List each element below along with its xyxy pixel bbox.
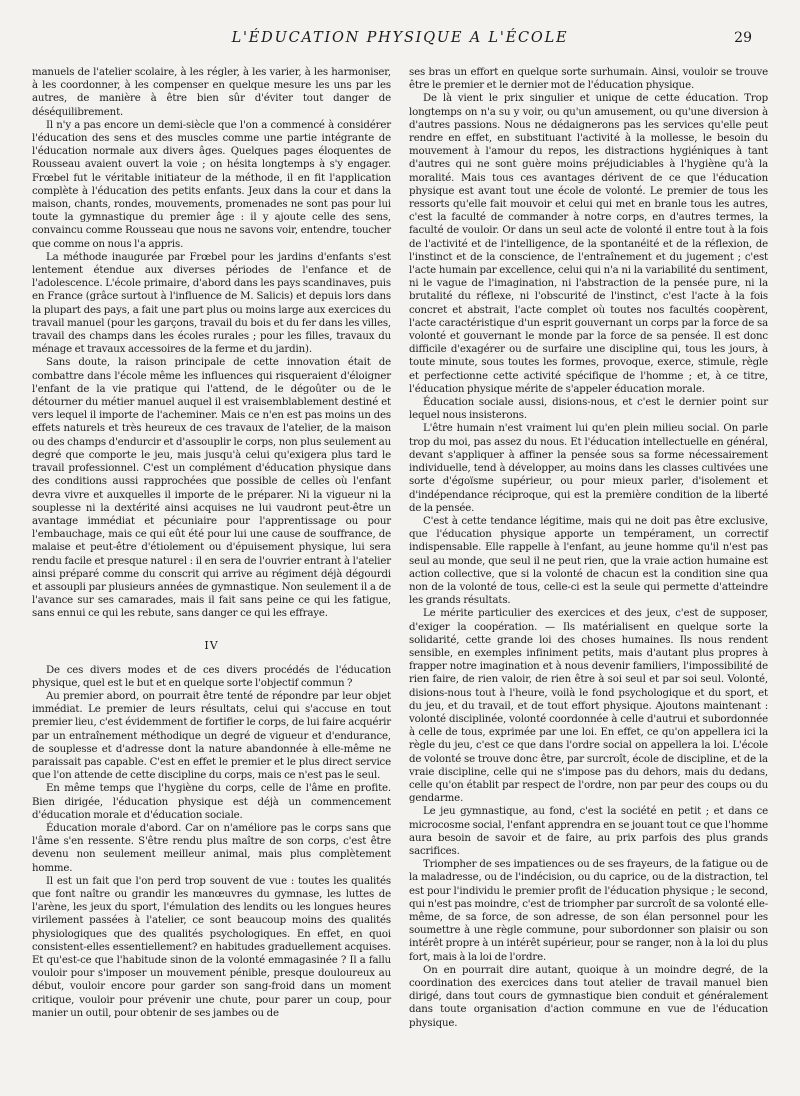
paragraph: manuels de l'atelier scolaire, à les régler, à les varier, à les harmoniser, à les coordonner, à les compenser en quelque mesure les uns par les autres, de manière à être bien sûr d'éviter tout danger de déséquilibrement. — [32, 67, 391, 118]
section-heading: IV — [204, 638, 219, 652]
running-title: L'ÉDUCATION PHYSIQUE A L'ÉCOLE — [231, 30, 569, 46]
paragraph: En même temps que l'hygiène du corps, celle de l'âme en profite. Bien dirigée, l'éducation physique est déjà un commencement d'éducation morale et d'éducation sociale. — [32, 783, 391, 821]
text-columns — [32, 66, 768, 1030]
paragraph: Le mérite particulier des exercices et des jeux, c'est de supposer, d'exiger la coopération. — Ils matérialisent en quelque sorte la solidarité, cette grande loi des choses humaines. Ils nous rendent sensible, en exemples infiniment petits, mais d'autant plus propres à frapper notre imagination et à nous devenir familiers, l'impossibilité de rien faire, de rien valoir, de rien être à soi seul et par soi seul. Volonté, disions-nous tout à l'heure, voilà le fond psychologique et du sport, et du jeu, et du travail, et de tout effort physique. Ajoutons maintenant : volonté disciplinée, volonté coordonnée à celle d'autrui et subordonnée à celle de tous, exprimée par une loi. En effet, ce qu'on appellera ici la règle du jeu, c'est ce que dans l'ordre social on appellera la loi. L'école de volonté se trouve donc être, par surcroît, école de discipline, et de la vraie discipline, celle qui ne s'impose pas du dehors, mais du dedans, celle qu'on établit par respect de l'ordre, non par peur des coups ou du gendarme. — [409, 608, 768, 805]
paragraph: Triompher de ses impatiences ou de ses frayeurs, de la fatigue ou de la maladresse, ou de l'indécision, ou du caprice, ou de la distraction, tel est pour l'individu le premier profit de l'éducation physique ; le second, qui n'est pas moindre, c'est de triompher par surcroît de sa volonté elle-même, de sa force, de son adresse, de son élan personnel pour les soumettre à une règle commune, pour subordonner son plaisir ou son intérêt propre à un intérêt supérieur, pour se ranger, non à la loi du plus fort, mais à la loi de l'ordre. — [409, 859, 768, 963]
paragraph: ses bras un effort en quelque sorte surhumain. Ainsi, vouloir se trouve être le premier et le dernier mot de l'éducation physique. — [409, 67, 768, 92]
running-header — [32, 30, 768, 54]
left-column — [32, 66, 391, 1030]
paragraph: Au premier abord, on pourrait être tenté de répondre par leur objet immédiat. Le premier de leurs résultats, celui qui s'accuse en tout premier lieu, c'est évidemment de fortifier le corps, de lui faire acquérir par un entraînement méthodique un degré de vigueur et d'endurance, de souplesse et d'adresse dont la nature abandonnée à elle-même ne paraissait pas capable. C'est en effet le premier et le plus direct service que l'on attende de cette discipline du corps, mais ce n'est pas le seul. — [32, 690, 391, 782]
paragraph: Éducation sociale aussi, disions-nous, et c'est le dernier point sur lequel nous insisterons. — [409, 397, 768, 422]
paragraph: L'être humain n'est vraiment lui qu'en plein milieu social. On parle trop du moi, pas assez du nous. Et l'éducation intellectuelle en général, devant s'appliquer à affiner la pensée sous sa forme nécessairement individuelle, tend à développer, au moins dans les classes cultivées une sorte d'égoïsme supérieur, ou pour mieux parler, d'isolement et d'indépendance réciproque, qui est la première condition de la liberté de la pensée. — [409, 423, 768, 514]
paragraph: Sans doute, la raison principale de cette innovation était de combattre dans l'école même les influences qui risqueraient d'éloigner l'enfant de la vie pratique qui l'attend, de le dégoûter ou de le détourner du métier manuel auquel il est vraisemblablement destiné et vers lequel il importe de l'acheminer. Mais ce n'en est pas moins un des effets naturels et très heureux de ces travaux de l'atelier, de la maison ou des champs d'endurcir et d'assouplir le corps, non plus seulement au degré que comporte le jeu, mais jusqu'à celui qu'exigera plus tard le travail professionnel. C'est un complément d'éducation physique dans des conditions aussi rapprochées que possible de celles où l'enfant devra vivre et auxquelles il importe de le préparer. Ni la vigueur ni la souplesse ni la dextérité ainsi acquises ne lui vaudront peut-être un avantage immédiat et pécuniaire pour l'apprentissage ou pour l'embauchage, mais ce qui eût été pour lui une cause de souffrance, de malaise et peut-être d'étiolement ou d'épuisement physique, lui sera rendu facile et presque naturel : il en sera de l'ouvrier entrant à l'atelier ainsi préparé comme du conscrit qui arrive au régiment déjà dégourdi et assoupli par plusieurs années de gymnastique. Non seulement il a de l'avance sur ses camarades, mais il fait sans peine ce qui les fatigue, sans ennui ce qui les rebute, sans danger ce qui les effraye. — [32, 357, 391, 620]
paragraph: Il est un fait que l'on perd trop souvent de vue : toutes les qualités que font naître ou grandir les manœuvres du gymnase, les luttes de l'arène, les jeux du sport, l'émulation des lendits ou les longues heures virilement passées à l'atelier, ce sont beaucoup moins des qualités physiologiques que des qualités psychologiques. En effet, en quoi consistent-elles essentiellement? en habitudes graduellement acquises. Et qu'est-ce que l'habitude sinon de la volonté emmagasinée ? Il a fallu vouloir pour s'imposer un mouvement pénible, presque douloureux au début, vouloir encore pour garder son sang-froid dans un moment critique, vouloir pour prévenir une chute, pour parer un coup, pour manier un outil, pour obtenir de ses jambes ou de — [32, 875, 391, 1019]
page-number: 29 — [734, 30, 752, 46]
paragraph: Le jeu gymnastique, au fond, c'est la société en petit ; et dans ce microcosme social, l'enfant apprendra en se jouant tout ce que l'homme aura besoin de savoir et de faire, au prix parfois des plus grands sacrifices. — [409, 806, 768, 857]
right-column — [409, 66, 768, 1030]
paragraph: C'est à cette tendance légitime, mais qui ne doit pas être exclusive, que l'éducation physique apporte un tempérament, un correctif indispensable. Elle rappelle à l'enfant, au jeune homme qu'il n'est pas seul au monde, que seul il ne peut rien, que la vraie action humaine est action collective, que si la volonté de chacun est la condition sine qua non de la volonté de tous, celle-ci est la seule qui permette d'atteindre les grands résultats. — [409, 515, 768, 607]
paragraph: On en pourrait dire autant, quoique à un moindre degré, de la coordination des exercices dans tout atelier de travail manuel bien dirigé, dans tout cours de gymnastique bien conduit et généralement dans toute organisation d'action commune en vue de l'éducation physique. — [409, 964, 768, 1029]
paragraph: Éducation morale d'abord. Car on n'améliore pas le corps sans que l'âme s'en ressente. S'être rendu plus maître de son corps, c'est être devenu non seulement meilleur animal, mais plus complètement homme. — [32, 822, 391, 874]
paragraph: De là vient le prix singulier et unique de cette éducation. Trop longtemps on n'a su y voir, ou qu'un amusement, ou qu'une diversion à d'autres passions. Nous ne dédaignerons pas les services qu'elle peut rendre en effet, en substituant l'activité à la mollesse, le besoin du mouvement à l'amour du repos, les distractions hygiéniques à tant d'autres qui ne sont guère moins préjudiciables à l'hygiène qu'à la moralité. Mais tous ces avantages dérivent de ce que l'éducation physique est avant tout une école de volonté. Le premier de tous les ressorts qu'elle fait mouvoir et celui qui met en branle tous les autres, c'est la faculté de commander à notre corps, en d'autres termes, la faculté de vouloir. Or dans un seul acte de volonté il entre tout à la fois de l'activité et de l'intelligence, de la spontanéité et de la réflexion, de l'instinct et de la conscience, de l'entraînement et du jugement ; c'est l'acte humain par excellence, celui qui n'a ni la variabilité du sentiment, ni le vague de l'imagination, ni l'abstraction de la pensée pure, ni la brutalité du réflexe, ni l'obscurité de l'instinct, c'est l'acte à la fois concret et abstrait, l'acte complet où toutes nos facultés coopèrent, l'acte caractéristique d'un esprit gouvernant un corps par la force de sa volonté et gouvernant le monde par la force de sa pensée. Il est donc difficile d'exagérer ou de surfaire une discipline qui, tous les jours, à toute minute, sous toutes les formes, provoque, exerce, stimule, règle et perfectionne cette activité spécifique de l'homme ; et, à ce titre, l'éducation physique mérite de s'appeler éducation morale. — [409, 93, 768, 395]
paragraph: De ces divers modes et de ces divers procédés de l'éducation physique, quel est le but et en quelque sorte l'objectif commun ? — [32, 664, 391, 689]
paragraph: La méthode inaugurée par Frœbel pour les jardins d'enfants s'est lentement étendue aux diverses périodes de l'enfance et de l'adolescence. L'école primaire, d'abord dans les pays scandinaves, puis en France (grâce surtout à l'influence de M. Salicis) et depuis lors dans la plupart des pays, a fait une part plus ou moins large aux exercices du travail manuel (pour les garçons, travail du bois et du fer dans les villes, travail des champs dans les écoles rurales ; pour les filles, travaux du ménage et travaux accessoires de la ferme et du jardin). — [32, 251, 391, 356]
paragraph: Il n'y a pas encore un demi-siècle que l'on a commencé à considérer l'éducation des sens et des muscles comme une partie intégrante de l'éducation normale aux divers âges. Quelques pages éloquentes de Rousseau avaient ouvert la voie ; on hésita longtemps à s'y engager. Frœbel fut le véritable initiateur de la méthode, il en fit l'application complète à l'éducation des petits enfants. Jeux dans la cour et dans la maison, chants, rondes, mouvements, promenades ne sont pas pour lui toute la gymnastique du premier âge : il y ajoute celle des sens, convaincu comme Rousseau que nous ne savons voir, entendre, toucher que comme on nous l'a appris. — [32, 119, 391, 250]
